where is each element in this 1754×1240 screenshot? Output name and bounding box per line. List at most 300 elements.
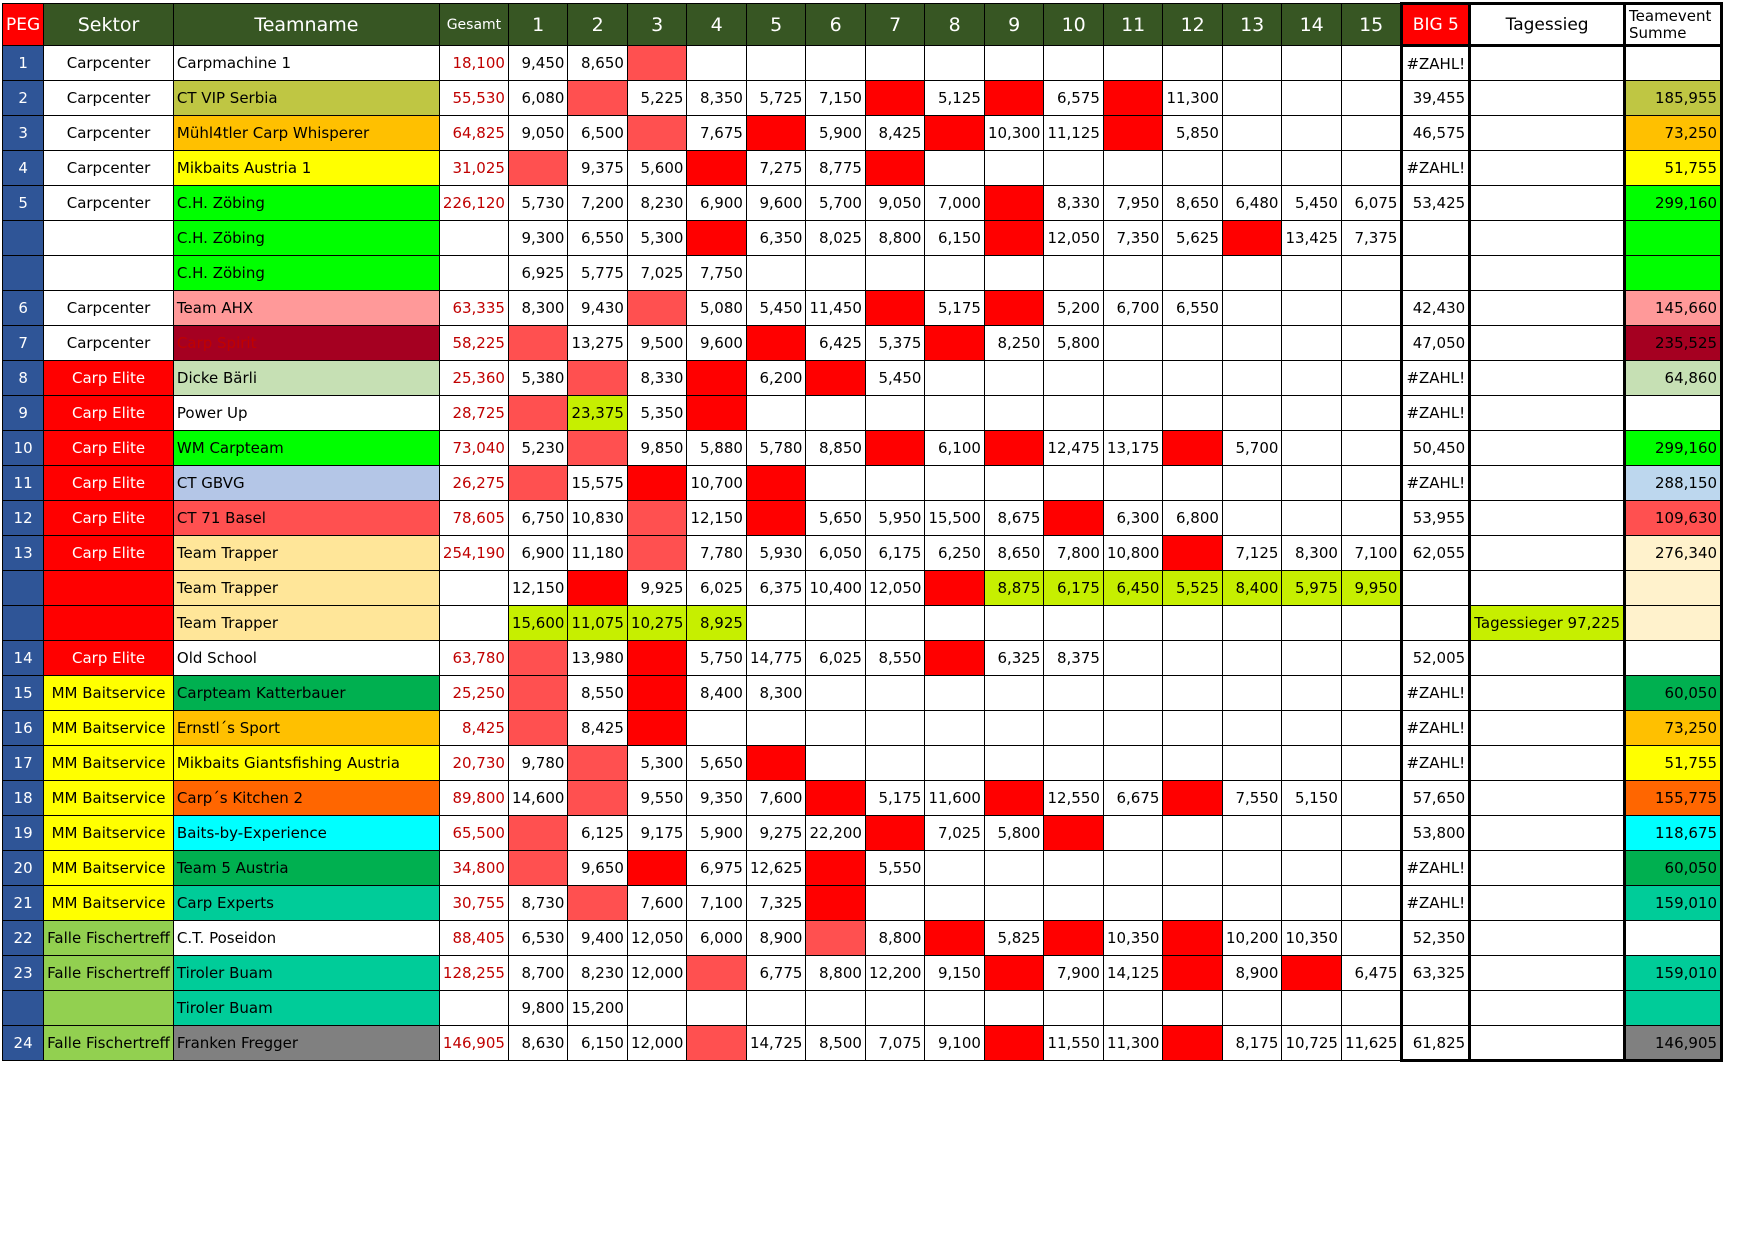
sektor-cell [44, 606, 174, 641]
header-row [3, 4, 1722, 46]
teamevent-summe-cell: 155,775 [1625, 781, 1722, 816]
day-15-cell [1341, 711, 1402, 746]
day-14-cell [1282, 991, 1342, 1026]
table-row [3, 816, 1722, 851]
day-9-cell: 8,675 [984, 501, 1044, 536]
day-11-cell [1103, 396, 1163, 431]
day-7-cell: 8,800 [865, 221, 925, 256]
teamevent-summe-cell: 51,755 [1625, 151, 1722, 186]
day-6-cell [806, 361, 866, 396]
day-10-cell [1044, 256, 1104, 291]
gesamt-cell: 78,605 [439, 501, 508, 536]
day-8-cell [925, 396, 985, 431]
day-14-cell [1282, 746, 1342, 781]
big5-cell: #ZAHL! [1402, 851, 1470, 886]
gesamt-cell [439, 991, 508, 1026]
peg-cell [3, 991, 44, 1026]
day-11-cell: 7,950 [1103, 186, 1163, 221]
day-5-cell: 12,625 [746, 851, 806, 886]
big5-cell [1402, 256, 1470, 291]
day-4-cell: 5,750 [687, 641, 747, 676]
sektor-cell: Carpcenter [44, 151, 174, 186]
day-10-cell [1044, 361, 1104, 396]
table-row [3, 571, 1722, 606]
teamevent-summe-cell: 159,010 [1625, 956, 1722, 991]
day-3-cell [627, 466, 687, 501]
peg-cell: 19 [3, 816, 44, 851]
day-15-cell [1341, 466, 1402, 501]
teamname-cell: Mühl4tler Carp Whisperer [173, 116, 439, 151]
sektor-cell: Falle Fischertreff [44, 1026, 174, 1061]
gesamt-cell: 20,730 [439, 746, 508, 781]
day-14-cell [1282, 46, 1342, 81]
peg-cell [3, 606, 44, 641]
day-2-cell: 9,430 [568, 291, 628, 326]
header-day-14: 14 [1282, 4, 1342, 46]
big5-cell: 42,430 [1402, 291, 1470, 326]
header-day-15: 15 [1341, 4, 1402, 46]
peg-cell [3, 221, 44, 256]
day-1-cell: 8,700 [508, 956, 568, 991]
table-row [3, 221, 1722, 256]
day-5-cell: 6,775 [746, 956, 806, 991]
day-1-cell: 9,050 [508, 116, 568, 151]
day-11-cell: 14,125 [1103, 956, 1163, 991]
day-2-cell [568, 361, 628, 396]
sektor-cell: Carp Elite [44, 466, 174, 501]
day-3-cell: 5,600 [627, 151, 687, 186]
day-9-cell [984, 1026, 1044, 1061]
teamevent-summe-cell: 60,050 [1625, 676, 1722, 711]
day-11-cell [1103, 851, 1163, 886]
header-day-10: 10 [1044, 4, 1104, 46]
tagessieg-cell [1470, 851, 1625, 886]
day-7-cell [865, 431, 925, 466]
table-row [3, 291, 1722, 326]
big5-cell: 63,325 [1402, 956, 1470, 991]
day-3-cell: 8,230 [627, 186, 687, 221]
tagessieg-cell [1470, 46, 1625, 81]
day-15-cell: 9,950 [1341, 571, 1402, 606]
day-4-cell: 7,100 [687, 886, 747, 921]
gesamt-cell: 58,225 [439, 326, 508, 361]
table-row [3, 1026, 1722, 1061]
day-3-cell [627, 641, 687, 676]
big5-cell: 61,825 [1402, 1026, 1470, 1061]
day-5-cell: 8,900 [746, 921, 806, 956]
peg-cell: 24 [3, 1026, 44, 1061]
day-1-cell: 6,900 [508, 536, 568, 571]
day-7-cell: 8,425 [865, 116, 925, 151]
day-9-cell: 8,250 [984, 326, 1044, 361]
tagessieg-cell [1470, 781, 1625, 816]
day-8-cell: 11,600 [925, 781, 985, 816]
teamname-cell: Ernstl´s Sport [173, 711, 439, 746]
day-15-cell: 6,475 [1341, 956, 1402, 991]
tagessieg-cell [1470, 1026, 1625, 1061]
day-13-cell: 5,700 [1222, 431, 1282, 466]
tagessieg-cell [1470, 361, 1625, 396]
day-8-cell: 9,100 [925, 1026, 985, 1061]
day-5-cell [746, 256, 806, 291]
day-15-cell [1341, 81, 1402, 116]
header-teamname: Teamname [173, 4, 439, 46]
teamname-cell: C.H. Zöbing [173, 256, 439, 291]
big5-cell: #ZAHL! [1402, 46, 1470, 81]
day-1-cell: 8,630 [508, 1026, 568, 1061]
header-day-5: 5 [746, 4, 806, 46]
day-9-cell [984, 676, 1044, 711]
gesamt-cell: 254,190 [439, 536, 508, 571]
day-3-cell [627, 851, 687, 886]
day-15-cell: 7,375 [1341, 221, 1402, 256]
day-6-cell [806, 606, 866, 641]
teamname-cell: Team Trapper [173, 606, 439, 641]
peg-cell: 5 [3, 186, 44, 221]
day-7-cell [865, 81, 925, 116]
day-12-cell [1163, 641, 1223, 676]
day-3-cell: 5,300 [627, 746, 687, 781]
teamname-cell: Team Trapper [173, 571, 439, 606]
day-8-cell: 9,150 [925, 956, 985, 991]
day-11-cell [1103, 326, 1163, 361]
day-1-cell: 9,800 [508, 991, 568, 1026]
gesamt-cell: 31,025 [439, 151, 508, 186]
teamevent-summe-cell: 73,250 [1625, 116, 1722, 151]
day-15-cell [1341, 291, 1402, 326]
day-14-cell [1282, 851, 1342, 886]
day-8-cell [925, 46, 985, 81]
day-10-cell: 5,200 [1044, 291, 1104, 326]
peg-cell [3, 256, 44, 291]
day-4-cell [687, 956, 747, 991]
day-6-cell: 8,500 [806, 1026, 866, 1061]
day-12-cell [1163, 851, 1223, 886]
day-12-cell [1163, 781, 1223, 816]
day-4-cell: 9,600 [687, 326, 747, 361]
day-12-cell [1163, 256, 1223, 291]
day-9-cell [984, 991, 1044, 1026]
table-row [3, 396, 1722, 431]
day-12-cell [1163, 711, 1223, 746]
day-11-cell: 10,800 [1103, 536, 1163, 571]
sektor-cell: Carpcenter [44, 291, 174, 326]
day-2-cell: 6,150 [568, 1026, 628, 1061]
day-14-cell [1282, 256, 1342, 291]
day-8-cell [925, 851, 985, 886]
day-4-cell: 8,350 [687, 81, 747, 116]
day-14-cell [1282, 396, 1342, 431]
gesamt-cell [439, 606, 508, 641]
teamevent-summe-cell: 118,675 [1625, 816, 1722, 851]
day-14-cell [1282, 956, 1342, 991]
tagessieg-cell [1470, 81, 1625, 116]
big5-cell: #ZAHL! [1402, 711, 1470, 746]
big5-cell [1402, 221, 1470, 256]
teamname-cell: CT GBVG [173, 466, 439, 501]
day-9-cell [984, 431, 1044, 466]
day-4-cell [687, 221, 747, 256]
day-6-cell [806, 396, 866, 431]
teamevent-summe-cell [1625, 921, 1722, 956]
table-row [3, 256, 1722, 291]
table-row [3, 501, 1722, 536]
day-8-cell [925, 116, 985, 151]
day-9-cell [984, 361, 1044, 396]
day-12-cell: 11,300 [1163, 81, 1223, 116]
day-13-cell [1222, 606, 1282, 641]
teamname-cell: Tiroler Buam [173, 991, 439, 1026]
big5-cell: #ZAHL! [1402, 466, 1470, 501]
sektor-cell: MM Baitservice [44, 886, 174, 921]
day-14-cell [1282, 711, 1342, 746]
day-6-cell: 6,025 [806, 641, 866, 676]
day-10-cell: 6,575 [1044, 81, 1104, 116]
sektor-cell: MM Baitservice [44, 746, 174, 781]
day-9-cell [984, 221, 1044, 256]
day-7-cell: 5,375 [865, 326, 925, 361]
day-7-cell: 5,950 [865, 501, 925, 536]
day-1-cell [508, 641, 568, 676]
day-5-cell [746, 116, 806, 151]
table-row [3, 361, 1722, 396]
day-7-cell [865, 816, 925, 851]
day-8-cell: 6,150 [925, 221, 985, 256]
day-7-cell [865, 291, 925, 326]
day-12-cell [1163, 536, 1223, 571]
peg-cell: 2 [3, 81, 44, 116]
teamevent-summe-cell: 64,860 [1625, 361, 1722, 396]
gesamt-cell: 63,335 [439, 291, 508, 326]
day-4-cell: 6,025 [687, 571, 747, 606]
results-table [2, 2, 1723, 1062]
gesamt-cell: 65,500 [439, 816, 508, 851]
day-2-cell: 6,500 [568, 116, 628, 151]
tagessieg-cell [1470, 431, 1625, 466]
day-1-cell: 9,780 [508, 746, 568, 781]
day-8-cell [925, 256, 985, 291]
peg-cell: 13 [3, 536, 44, 571]
day-5-cell: 6,350 [746, 221, 806, 256]
day-12-cell [1163, 606, 1223, 641]
day-13-cell: 8,175 [1222, 1026, 1282, 1061]
day-14-cell [1282, 326, 1342, 361]
header-peg: PEG [3, 4, 44, 46]
day-4-cell: 5,080 [687, 291, 747, 326]
teamname-cell: Old School [173, 641, 439, 676]
day-12-cell: 6,800 [1163, 501, 1223, 536]
table-row [3, 676, 1722, 711]
day-6-cell: 10,400 [806, 571, 866, 606]
day-12-cell [1163, 361, 1223, 396]
teamevent-summe-cell [1625, 571, 1722, 606]
teamevent-summe-cell: 185,955 [1625, 81, 1722, 116]
day-2-cell [568, 431, 628, 466]
table-row [3, 151, 1722, 186]
day-3-cell [627, 291, 687, 326]
day-12-cell: 8,650 [1163, 186, 1223, 221]
day-10-cell [1044, 466, 1104, 501]
day-14-cell: 5,150 [1282, 781, 1342, 816]
sektor-cell: Carpcenter [44, 326, 174, 361]
day-1-cell: 15,600 [508, 606, 568, 641]
day-2-cell: 8,425 [568, 711, 628, 746]
day-1-cell [508, 151, 568, 186]
teamname-cell: Carpteam Katterbauer [173, 676, 439, 711]
sektor-cell: MM Baitservice [44, 676, 174, 711]
day-14-cell [1282, 641, 1342, 676]
teamevent-summe-cell [1625, 221, 1722, 256]
day-14-cell [1282, 291, 1342, 326]
day-9-cell: 6,325 [984, 641, 1044, 676]
day-13-cell: 8,400 [1222, 571, 1282, 606]
day-13-cell [1222, 676, 1282, 711]
day-13-cell [1222, 151, 1282, 186]
day-13-cell [1222, 291, 1282, 326]
day-2-cell: 8,230 [568, 956, 628, 991]
day-2-cell: 15,200 [568, 991, 628, 1026]
day-1-cell: 5,730 [508, 186, 568, 221]
gesamt-cell: 146,905 [439, 1026, 508, 1061]
day-1-cell [508, 676, 568, 711]
teamname-cell: CT VIP Serbia [173, 81, 439, 116]
day-11-cell [1103, 116, 1163, 151]
day-14-cell [1282, 361, 1342, 396]
day-12-cell [1163, 886, 1223, 921]
teamevent-summe-cell [1625, 641, 1722, 676]
day-7-cell: 5,175 [865, 781, 925, 816]
sektor-cell: Carp Elite [44, 501, 174, 536]
day-5-cell [746, 711, 806, 746]
day-9-cell: 8,875 [984, 571, 1044, 606]
day-2-cell: 9,650 [568, 851, 628, 886]
day-7-cell [865, 886, 925, 921]
teamevent-summe-cell: 288,150 [1625, 466, 1722, 501]
day-12-cell [1163, 991, 1223, 1026]
day-6-cell [806, 921, 866, 956]
table-row [3, 991, 1722, 1026]
day-15-cell [1341, 46, 1402, 81]
day-1-cell: 9,300 [508, 221, 568, 256]
day-8-cell: 7,000 [925, 186, 985, 221]
day-5-cell: 7,600 [746, 781, 806, 816]
day-2-cell: 11,075 [568, 606, 628, 641]
teamevent-summe-cell: 235,525 [1625, 326, 1722, 361]
day-15-cell [1341, 501, 1402, 536]
peg-cell: 23 [3, 956, 44, 991]
big5-cell [1402, 606, 1470, 641]
day-1-cell [508, 711, 568, 746]
day-12-cell [1163, 396, 1223, 431]
gesamt-cell: 34,800 [439, 851, 508, 886]
tagessieg-cell [1470, 221, 1625, 256]
teamname-cell: Dicke Bärli [173, 361, 439, 396]
peg-cell: 17 [3, 746, 44, 781]
day-3-cell [627, 501, 687, 536]
day-1-cell: 12,150 [508, 571, 568, 606]
sektor-cell: MM Baitservice [44, 851, 174, 886]
day-8-cell: 5,125 [925, 81, 985, 116]
header-day-1: 1 [508, 4, 568, 46]
day-11-cell [1103, 991, 1163, 1026]
day-12-cell [1163, 431, 1223, 466]
day-14-cell [1282, 816, 1342, 851]
day-10-cell: 5,800 [1044, 326, 1104, 361]
teamevent-summe-cell: 145,660 [1625, 291, 1722, 326]
day-13-cell [1222, 256, 1282, 291]
day-6-cell: 6,425 [806, 326, 866, 361]
day-7-cell: 5,450 [865, 361, 925, 396]
day-6-cell [806, 466, 866, 501]
day-14-cell: 13,425 [1282, 221, 1342, 256]
sektor-cell: Falle Fischertreff [44, 956, 174, 991]
big5-cell: 46,575 [1402, 116, 1470, 151]
day-9-cell [984, 851, 1044, 886]
day-12-cell [1163, 746, 1223, 781]
header-sektor: Sektor [44, 4, 174, 46]
sektor-cell: Carpcenter [44, 46, 174, 81]
day-3-cell: 9,550 [627, 781, 687, 816]
day-5-cell: 6,375 [746, 571, 806, 606]
header-tagessieg: Tagessieg [1470, 4, 1625, 46]
teamevent-summe-cell: 109,630 [1625, 501, 1722, 536]
header-day-2: 2 [568, 4, 628, 46]
day-8-cell [925, 711, 985, 746]
sektor-cell: Carpcenter [44, 186, 174, 221]
teamevent-summe-cell: 276,340 [1625, 536, 1722, 571]
sektor-cell: Carp Elite [44, 641, 174, 676]
day-11-cell: 6,700 [1103, 291, 1163, 326]
header-big5: BIG 5 [1402, 4, 1470, 46]
sektor-cell: MM Baitservice [44, 816, 174, 851]
sektor-cell: Falle Fischertreff [44, 921, 174, 956]
day-11-cell: 6,450 [1103, 571, 1163, 606]
day-12-cell [1163, 956, 1223, 991]
day-6-cell [806, 851, 866, 886]
day-11-cell [1103, 746, 1163, 781]
day-9-cell [984, 606, 1044, 641]
day-6-cell: 5,650 [806, 501, 866, 536]
day-6-cell [806, 256, 866, 291]
day-7-cell: 6,175 [865, 536, 925, 571]
sektor-cell: Carp Elite [44, 536, 174, 571]
day-10-cell [1044, 851, 1104, 886]
gesamt-cell: 28,725 [439, 396, 508, 431]
day-11-cell [1103, 816, 1163, 851]
teamname-cell: Mikbaits Austria 1 [173, 151, 439, 186]
day-2-cell: 13,980 [568, 641, 628, 676]
day-1-cell: 8,300 [508, 291, 568, 326]
day-9-cell [984, 186, 1044, 221]
big5-cell: #ZAHL! [1402, 396, 1470, 431]
day-8-cell: 6,100 [925, 431, 985, 466]
day-9-cell: 5,825 [984, 921, 1044, 956]
day-6-cell [806, 991, 866, 1026]
day-10-cell [1044, 46, 1104, 81]
day-3-cell: 7,025 [627, 256, 687, 291]
peg-cell: 9 [3, 396, 44, 431]
header-day-7: 7 [865, 4, 925, 46]
sektor-cell: Carp Elite [44, 431, 174, 466]
peg-cell: 22 [3, 921, 44, 956]
day-10-cell: 11,550 [1044, 1026, 1104, 1061]
day-2-cell: 13,275 [568, 326, 628, 361]
teamname-cell: Team AHX [173, 291, 439, 326]
day-15-cell [1341, 991, 1402, 1026]
day-10-cell: 12,550 [1044, 781, 1104, 816]
day-10-cell [1044, 886, 1104, 921]
day-2-cell: 9,400 [568, 921, 628, 956]
